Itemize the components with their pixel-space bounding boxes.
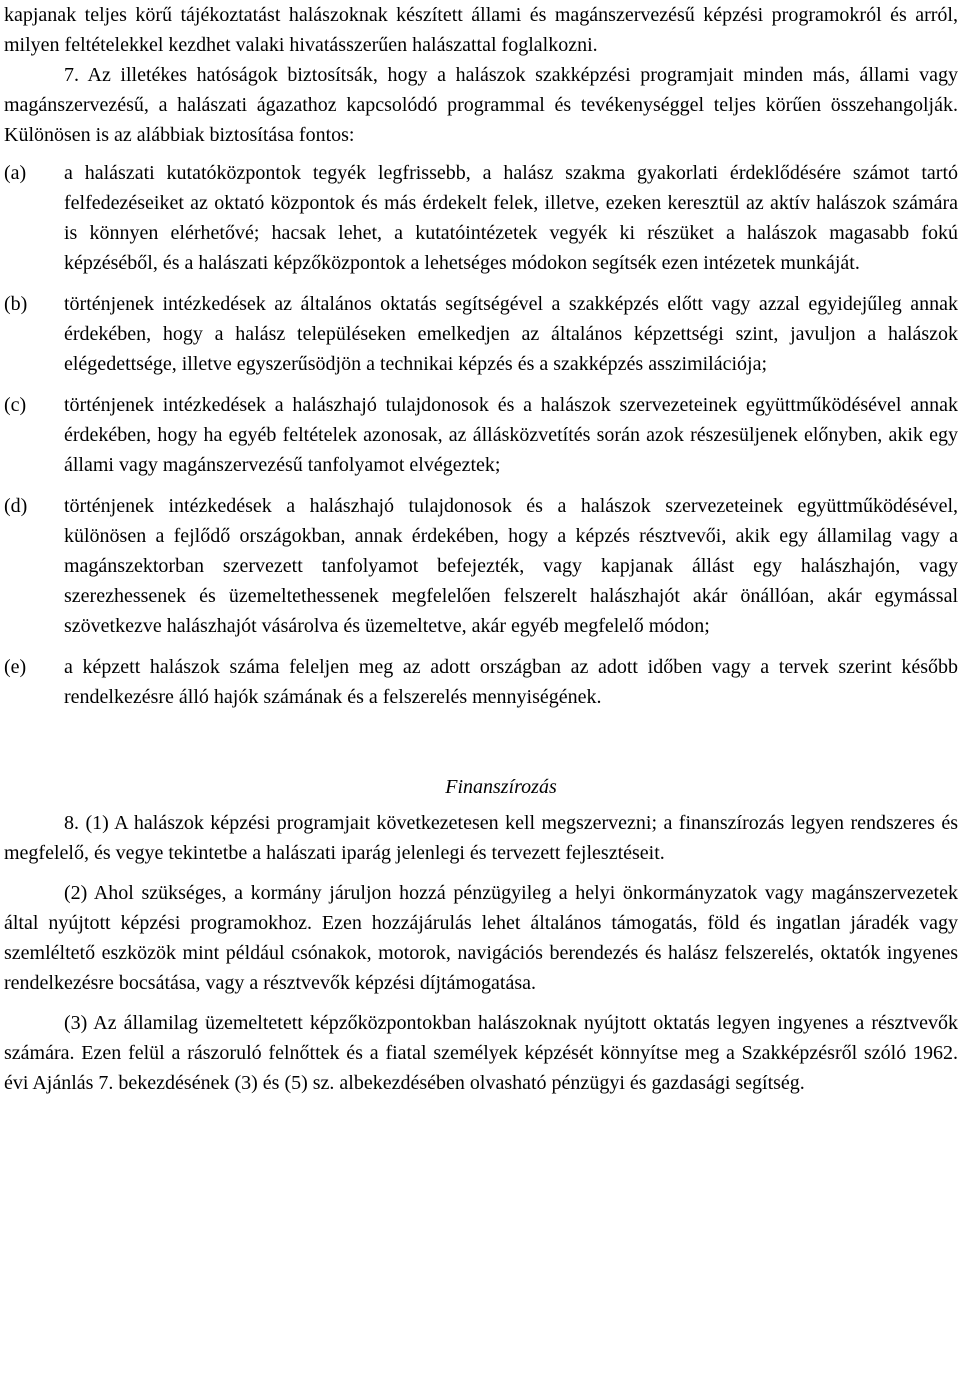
document-page: [4, 0, 958, 1098]
section-7-text: Az illetékes hatóságok biztosítsák, hogy a halászok szakképzési programjait minden más, állami vagy magánszervezésű, a halászati ágazathoz kapcsolódó programmal és tevékenységgel teljes körűen összehangolják. Különösen is az alábbiak biztosítása fontos:: [4, 64, 958, 146]
financing-paragraph-3: (3) Az államilag üzemeltetett képzőközpontokban halászoknak nyújtott oktatás legyen ingyenes a résztvevők számára. Ezen felül a rászoruló felnőttek és a fiatal személyek képzését könnyítse meg a Szakképzésről szóló 1962. évi Ajánlás 7. bekezdésének (3) és (5) sz. albekezdésében olvasható pénzügyi és gazdasági segítség.: [4, 1012, 958, 1094]
list-marker: (d): [4, 495, 28, 517]
list-item: [4, 158, 958, 278]
list-marker: (c): [4, 394, 27, 416]
section-7-paragraph: [4, 60, 958, 150]
list-item: [4, 491, 958, 641]
list-marker: (a): [4, 162, 27, 184]
section-7-number: 7.: [64, 64, 79, 86]
list-item: [4, 289, 958, 379]
list-item-text: történjenek intézkedések a halászhajó tulajdonosok és a halászok szervezeteinek együttműködésével annak érdekében, hogy ha egyéb feltételek azonosak, az állásközvetítés során azok részesüljenek előnyben, akik egy állami vagy magánszervezésű tanfolyamot elvégeztek;: [64, 394, 958, 476]
list-item-text: történjenek intézkedések az általános oktatás segítségével a szakképzés előtt vagy azzal egyidejűleg annak érdekében, hogy a halász településeken emelkedjen az általános képzettségi szint, javuljon a halászok elégedettsége, illetve egyszerűsödjön a technikai képzés és a szakképzés asszimilációja;: [64, 293, 958, 375]
list-marker: (b): [4, 293, 28, 315]
list-item: [4, 652, 958, 712]
section-7-list: [4, 158, 958, 712]
financing-paragraph-2: (2) Ahol szükséges, a kormány járuljon hozzá pénzügyileg a helyi önkormányzatok vagy magánszervezetek által nyújtott képzési programokhoz. Ezen hozzájárulás lehet általános támogatás, föld és ingatlan járadék vagy szemléltető eszközök mint például csónakok, motorok, navigációs berendezés és halász felszerelés, oktatók ingyenes rendelkezésre bocsátása, vagy a résztvevők képzési díjtámogatása.: [4, 882, 958, 994]
list-item: [4, 390, 958, 480]
list-item-text: a képzett halászok száma feleljen meg az adott országban az adott időben vagy a tervek szerint később rendelkezésre álló hajók számának és a felszerelés mennyiségének.: [64, 656, 958, 708]
list-item-text: a halászati kutatóközpontok tegyék legfrissebb, a halász szakma gyakorlati érdeklődésére számot tartó felfedezéseiket az oktató központok és más érdekelt felek, illetve, ezeken keresztül az aktív halászok számára is könnyen elérhetővé; hacsak lehet, a kutatóintézetek vegyék ki részüket a halászok magasabb fokú képzéséből, és a halászati képzőközpontok a lehetséges módokon segítsék ezen intézetek munkáját.: [64, 162, 958, 274]
list-item-text: történjenek intézkedések a halászhajó tulajdonosok és a halászok szervezeteinek együttműködésével, különösen a fejlődő országokban, annak érdekében, hogy a képzés résztvevői, akik egy államilag vagy a magánszektorban szervezett tanfolyamot befejezték, vagy kapjanak állást egy halászhajón, vagy szerezhessenek és üzemeltethessenek megfelelően felszerelt halászhajót akár önállóan, akár egymással szövetkezve halászhajót vásárolva és üzemeltetve, akár egyéb megfelelő módon;: [64, 495, 958, 637]
list-marker: (e): [4, 656, 27, 678]
financing-paragraph-1: 8. (1) A halászok képzési programjait következetesen kell megszervezni; a finanszírozás legyen rendszeres és megfelelő, és vegye tekintetbe a halászati iparág jelenlegi és tervezett fejlesztéseit.: [4, 812, 958, 864]
intro-paragraph: kapjanak teljes körű tájékoztatást halászoknak készített állami és magánszervezésű képzési programokról és arról, milyen feltételekkel kezdhet valaki hivatásszerűen halászattal foglalkozni.: [4, 4, 958, 56]
section-heading-financing: Finanszírozás: [445, 776, 557, 798]
